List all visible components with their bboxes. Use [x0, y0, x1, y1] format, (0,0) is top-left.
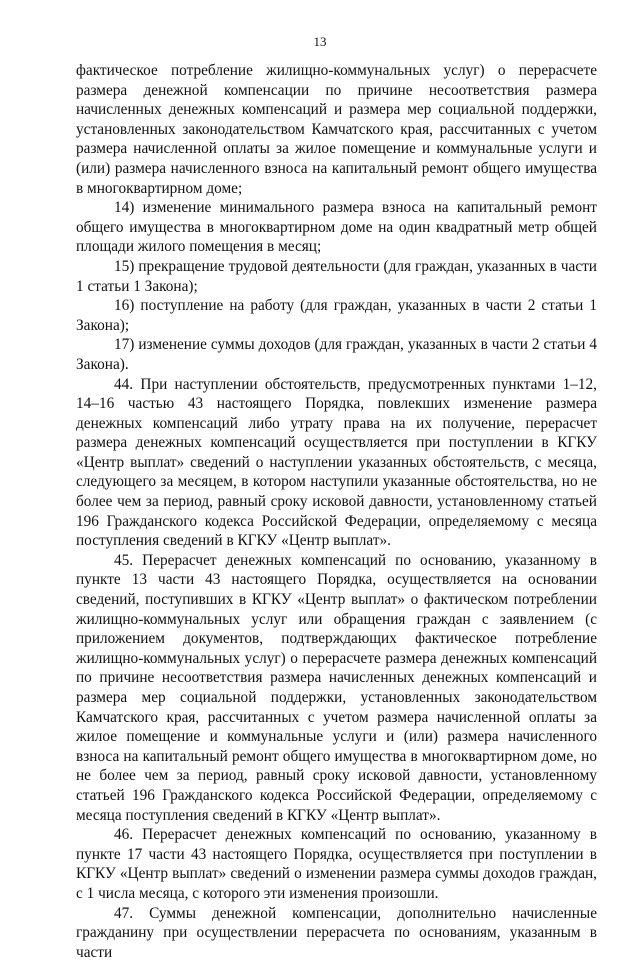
paragraph-item-16: 16) поступление на работу (для граждан, указанных в части 2 статьи 1 Закона);	[76, 297, 597, 334]
paragraph-section-46: 46. Перерасчет денежных компенсаций по основанию, указанному в пункте 17 части 43 настоящего Порядка, осуществляется при поступлении в КГКУ «Центр выплат» сведений о изменении размера суммы доходов граждан, с 1 числа месяца, с которого эти изменения произошли.	[76, 826, 597, 902]
paragraph-section-47: 47. Суммы денежной компенсации, дополнительно начисленные гражданину при осуществлении перерасчета по основаниям, указанным в части	[76, 904, 597, 961]
paragraph-section-45: 45. Перерасчет денежных компенсаций по основанию, указанному в пункте 13 части 43 настоящего Порядка, осуществляется на основании сведений, поступивших в КГКУ «Центр выплат» о фактическом потреблении жилищно-коммунальных услуг или обращения граждан с заявлением (с приложением документов, подтверждающих фактическое потребление жилищно-коммунальных услуг) о перерасчете размера денежных компенсаций по причине несоответствия размера начисленных денежных компенсаций и размера мер социальной поддержки, установленных законодательством Камчатского края, рассчитанных с учетом размера начисленной оплаты за жилое помещение и коммунальные услуги и (или) размера начисленного взноса на капитальный ремонт общего имущества в многоквартирном доме, но не более чем за период, равный сроку исковой давности, установленному статьей 196 Гражданского кодекса Российской Федерации, определяемому с месяца поступления сведений в КГКУ «Центр выплат».	[76, 551, 597, 824]
document-body	[76, 61, 597, 962]
page-number: 13	[313, 34, 327, 49]
paragraph-section-44: 44. При наступлении обстоятельств, предусмотренных пунктами 1–12, 14–16 частью 43 настоящего Порядка, повлекших изменение размера денежных компенсаций либо утрату права на их получение, перерасчет размера денежных компенсаций осуществляется при поступлении в КГКУ «Центр выплат» сведений о наступлении указанных обстоятельств, с месяца, следующего за месяцем, в котором наступили указанные обстоятельства, но не более чем за период, равный сроку исковой давности, установленному статьей 196 Гражданского кодекса Российской Федерации, определяемому с месяца поступления сведений в КГКУ «Центр выплат».	[76, 375, 597, 550]
paragraph-item-15: 15) прекращение трудовой деятельности (для граждан, указанных в части 1 статьи 1 Закона);	[76, 257, 597, 295]
paragraph-item-14: 14) изменение минимального размера взноса на капитальный ремонт общего имущества в многоквартирном доме на один квадратный метр общей площади жилого помещения в месяц;	[76, 199, 597, 256]
paragraph-item-17: 17) изменение суммы доходов (для граждан, указанных в части 2 статьи 4 Закона).	[76, 336, 597, 373]
paragraph-continuation: фактическое потребление жилищно-коммунальных услуг) о перерасчете размера денежной компенсации по причине несоответствия размера начисленных денежных компенсаций и размера мер социальной поддержки, установленных законодательством Камчатского края, рассчитанных с учетом размера начисленной оплаты за жилое помещение и коммунальные услуги и (или) размера начисленного взноса на капитальный ремонт общего имущества в многоквартирном доме;	[76, 62, 597, 197]
